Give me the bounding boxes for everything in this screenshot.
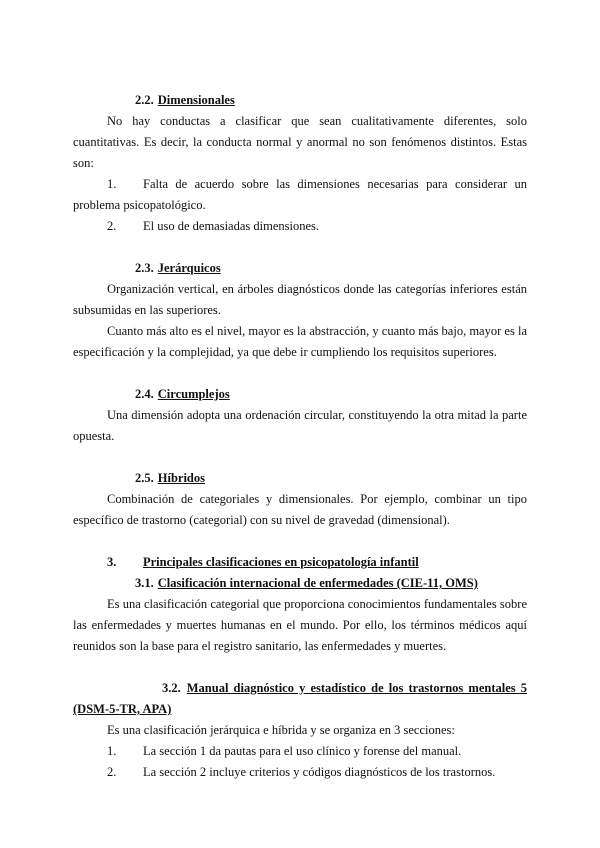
list-item [73,216,527,237]
paragraph-jerarquicos-1: Organización vertical, en árboles diagnósticos donde las categorías inferiores están subsumidas en las superiores. [73,282,527,317]
heading-number: 2.4. [135,387,154,401]
heading-2-2 [73,90,527,111]
heading-number: 2.5. [135,471,154,485]
heading-2-3 [73,258,527,279]
heading-2-4 [73,384,527,405]
paragraph-jerarquicos-2: Cuanto más alto es el nivel, mayor es la abstracción, y cuanto más bajo, mayor es la especificación y la complejidad, ya que debe ir cumpliendo los requisitos superiores. [73,324,527,359]
heading-title: Jerárquicos [157,261,221,275]
heading-3 [73,552,527,573]
spacer [73,657,527,678]
heading-title: Principales clasificaciones en psicopatología infantil [143,555,419,569]
spacer [73,447,527,468]
paragraph-circumplejos: Una dimensión adopta una ordenación circular, constituyendo la otra mitad la parte opuesta. [73,408,527,443]
list-item-number: 2. [107,765,117,779]
heading-number: 3. [107,555,117,569]
heading-title: Clasificación internacional de enfermedades (CIE-11, OMS) [157,576,478,590]
heading-number: 3.1. [135,576,154,590]
spacer [73,363,527,384]
paragraph-dimensionales: No hay conductas a clasificar que sean cualitativamente diferentes, solo cuantitativas. Es decir, la conducta normal y anormal no son fenómenos distintos. Estas son: [73,114,527,170]
list-item-text: La sección 2 incluye criterios y códigos diagnósticos de los trastornos. [143,765,496,779]
document-content [73,90,527,783]
heading-number: 2.3. [135,261,154,275]
heading-number: 3.2. [162,681,181,695]
heading-3-2 [73,678,527,720]
heading-line-1 [73,678,527,699]
spacer [73,237,527,258]
list-item-number: 2. [107,219,117,233]
list-item [73,762,527,783]
paragraph-cie: Es una clasificación categorial que proporciona conocimientos fundamentales sobre las enfermedades y muertes humanas en el mundo. Por ello, los términos médicos aquí reunidos son la base para el registro sanitario, las enfermedades y muertes. [73,597,527,653]
list-item [73,741,527,762]
heading-title-line-2: (DSM-5-TR, APA) [73,702,172,716]
list-item-number: 1. [107,177,117,191]
heading-title-line-1: Manual diagnóstico y estadístico de los trastornos mentales 5 [186,681,527,695]
heading-title: Dimensionales [157,93,235,107]
heading-title: Híbridos [157,471,205,485]
heading-title: Circumplejos [157,387,230,401]
list-item-text: Falta de acuerdo sobre las dimensiones necesarias para considerar un problema psicopatológico. [73,177,527,212]
list-item [73,174,527,216]
heading-number: 2.2. [135,93,154,107]
spacer [73,531,527,552]
list-item-number: 1. [107,744,117,758]
paragraph-dsm: Es una clasificación jerárquica e híbrida y se organiza en 3 secciones: [107,723,455,737]
heading-3-1 [73,573,527,594]
heading-2-5 [73,468,527,489]
paragraph-hibridos: Combinación de categoriales y dimensionales. Por ejemplo, combinar un tipo específico de trastorno (categorial) con su nivel de gravedad (dimensional). [73,492,527,527]
list-item-text: La sección 1 da pautas para el uso clínico y forense del manual. [143,744,462,758]
list-item-text: El uso de demasiadas dimensiones. [143,219,320,233]
